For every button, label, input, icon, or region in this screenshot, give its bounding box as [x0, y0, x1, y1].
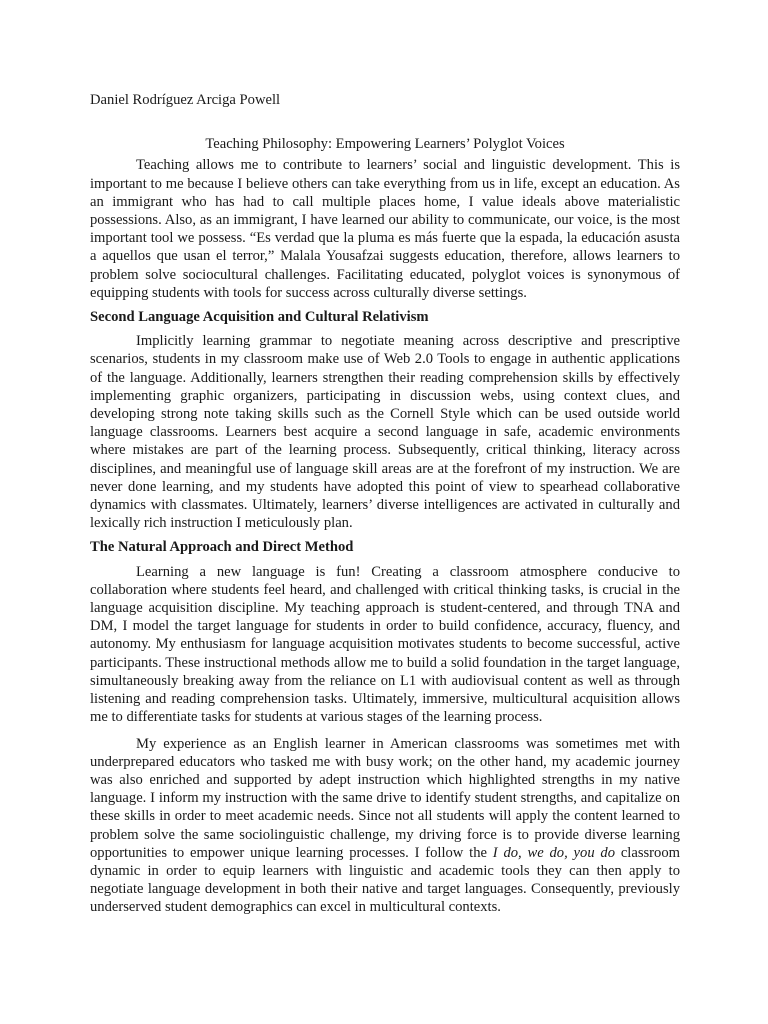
document-page	[90, 91, 680, 917]
experience-text-italic: I do, we do, you do	[492, 844, 616, 861]
sla-paragraph: Implicitly learning grammar to negotiate meaning across descriptive and prescriptive scenarios, students in my classroom make use of Web 2.0 Tools to engage in authentic applications of the language. Additionally, learners strengthen their reading comprehension skills by effectively implementing graphic organizers, participating in discussion webs, using context clues, and developing strong note taking skills such as the Cornell Style which can be used outside world language classrooms. Learners best acquire a second language in safe, academic environments where mistakes are part of the learning process. Subsequently, critical thinking, literacy across disciplines, and meaningful use of language skill areas are at the forefront of my instruction. We are never done learning, and my students have adopted this point of view to spearhead collaborative dynamics with classmates. Ultimately, learners’ diverse intelligences are activated in culturally and lexically rich instruction I meticulously plan.	[90, 333, 680, 532]
experience-paragraph	[90, 735, 680, 917]
experience-text-start: My experience as an English learner in American classrooms was sometimes met with underprepared educators who tasked me with busy work; on the other hand, my academic journey was also enriched and supported by adept instruction which highlighted strengths in my native language. I inform my instruction with the same drive to identify student strengths, and capitalize on these skills in order to meet academic needs. Since not all students will apply the content learned to problem solve the same sociolinguistic challenge, my driving force is to provide diverse learning opportunities to empower unique learning processes. I follow the	[90, 735, 680, 861]
experience-text-end: classroom dynamic in order to equip learners with linguistic and academic tools they can then apply to negotiate language development in both their native and target languages. Consequently, previously underserved student demographics can excel in multicultural contexts.	[90, 844, 680, 916]
document-title: Teaching Philosophy: Empowering Learners’ Polyglot Voices	[205, 136, 565, 153]
author-name: Daniel Rodríguez Arciga Powell	[90, 92, 281, 108]
section-heading-sla: Second Language Acquisition and Cultural Relativism	[90, 309, 429, 326]
intro-paragraph: Teaching allows me to contribute to learners’ social and linguistic development. This is important to me because I believe others can take everything from us in life, except an education. As an immigrant who has had to call multiple places home, I value ideals above materialistic possessions. Also, as an immigrant, I have learned our ability to communicate, our voice, is the most important tool we possess. “Es verdad que la pluma es más fuerte que la espada, la educación asusta a aquellos que usan el terror,” Malala Yousafzai suggests education, therefore, allows learners to problem solve sociocultural challenges. Facilitating educated, polyglot voices is synonymous of equipping students with tools for success across culturally diverse settings.	[90, 157, 680, 301]
natural-approach-paragraph: Learning a new language is fun! Creating a classroom atmosphere conducive to collaboration where students feel heard, and challenged with critical thinking tasks, is crucial in the language acquisition discipline. My teaching approach is student-centered, and through TNA and DM, I model the target language for students in order to build confidence, accuracy, fluency, and autonomy. My enthusiasm for language acquisition motivates students to become successful, active participants. These instructional methods allow me to build a solid foundation in the target language, simultaneously breaking away from the reliance on L1 with audiovisual content as well as through listening and reading comprehension tasks. Ultimately, immersive, multicultural acquisition allows me to differentiate tasks for students at various stages of the learning process.	[90, 563, 680, 726]
section-heading-natural-approach: The Natural Approach and Direct Method	[90, 539, 354, 556]
